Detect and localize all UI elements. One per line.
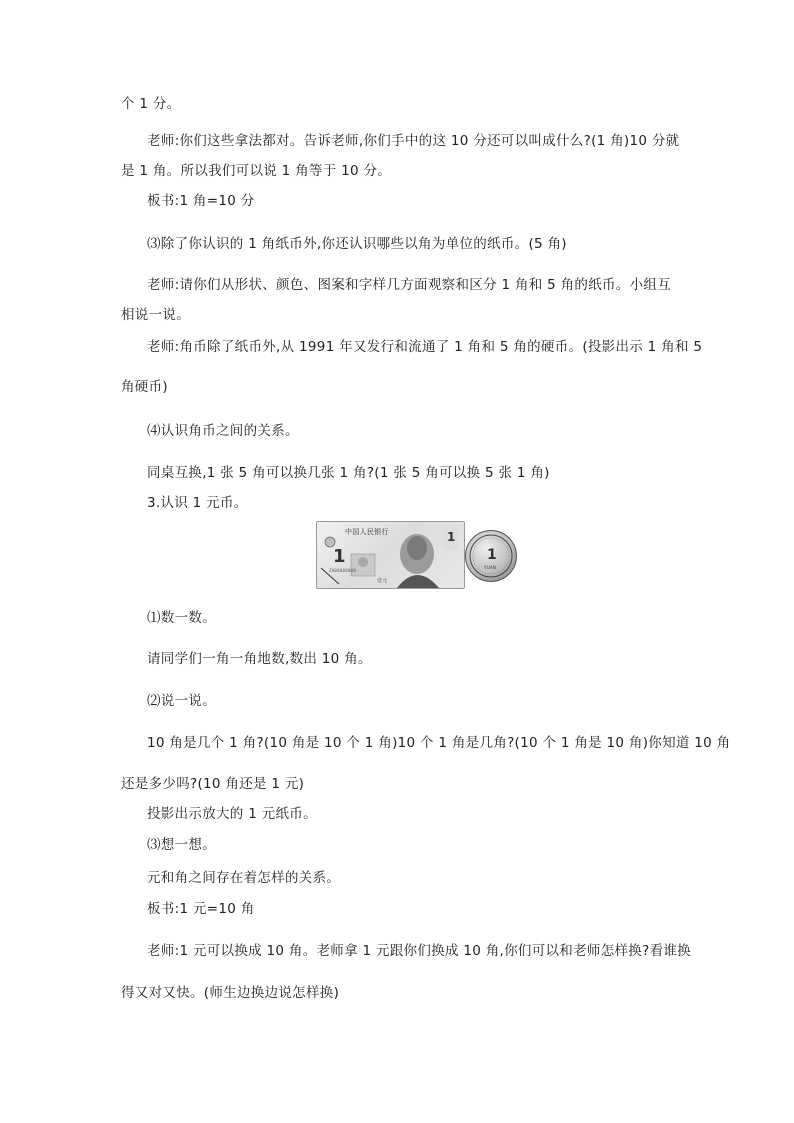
text-line: 还是多少吗?(10 角还是 1 元) (121, 776, 305, 792)
svg-text:壹元: 壹元 (377, 578, 388, 584)
svg-text:1: 1 (447, 530, 456, 544)
text-line: 得又对又快。(师生边换边说怎样换) (121, 985, 340, 1001)
text-line: ⑷认识角币之间的关系。 (147, 423, 299, 439)
text-line: ⑴数一数。 (147, 610, 216, 626)
svg-text:1: 1 (333, 546, 346, 567)
text-line: 板书:1 元=10 角 (147, 901, 255, 917)
text-line: ⑵说一说。 (147, 693, 216, 709)
text-line: 请同学们一角一角地数,数出 10 角。 (147, 651, 372, 667)
svg-text:1: 1 (487, 547, 498, 563)
text-line: 个 1 分。 (121, 96, 181, 112)
text-line: 老师:请你们从形状、颜色、图案和字样几方面观察和区分 1 角和 5 角的纸币。小组互 (147, 277, 671, 293)
text-line: 老师:1 元可以换成 10 角。老师拿 1 元跟你们换成 10 角,你们可以和老师怎样换?看谁换 (147, 943, 691, 959)
svg-text:ZA00000000: ZA00000000 (329, 568, 357, 573)
text-line: 相说一说。 (121, 307, 190, 323)
text-line: 老师:角币除了纸币外,从 1991 年又发行和流通了 1 角和 5 角的硬币。(投影出示 1 角和 5 (147, 339, 703, 355)
svg-text:中国人民银行: 中国人民银行 (345, 528, 389, 536)
one-yuan-coin-image (465, 530, 517, 582)
text-line: 角硬币) (121, 379, 168, 395)
text-line: 同桌互换,1 张 5 角可以换几张 1 角?(1 张 5 角可以换 5 张 1 角) (147, 465, 550, 481)
text-line: 10 角是几个 1 角?(10 角是 10 个 1 角)10 个 1 角是几角?(10 个 1 角是 10 角)你知道 10 角 (147, 735, 731, 751)
text-line: 3.认识 1 元币。 (147, 495, 248, 511)
text-line: 板书:1 角=10 分 (147, 193, 255, 209)
text-line: 投影出示放大的 1 元纸币。 (147, 806, 317, 822)
text-line: 是 1 角。所以我们可以说 1 角等于 10 分。 (121, 163, 392, 179)
currency-figure (313, 518, 508, 590)
text-line: 元和角之间存在着怎样的关系。 (147, 870, 341, 886)
text-line: ⑶想一想。 (147, 837, 216, 853)
svg-text:YUAN: YUAN (484, 565, 497, 570)
text-line: ⑶除了你认识的 1 角纸币外,你还认识哪些以角为单位的纸币。(5 角) (147, 236, 567, 252)
one-yuan-banknote-image (316, 521, 465, 589)
text-line: 老师:你们这些拿法都对。告诉老师,你们手中的这 10 分还可以叫成什么?(1 角)10 分就 (147, 133, 680, 149)
